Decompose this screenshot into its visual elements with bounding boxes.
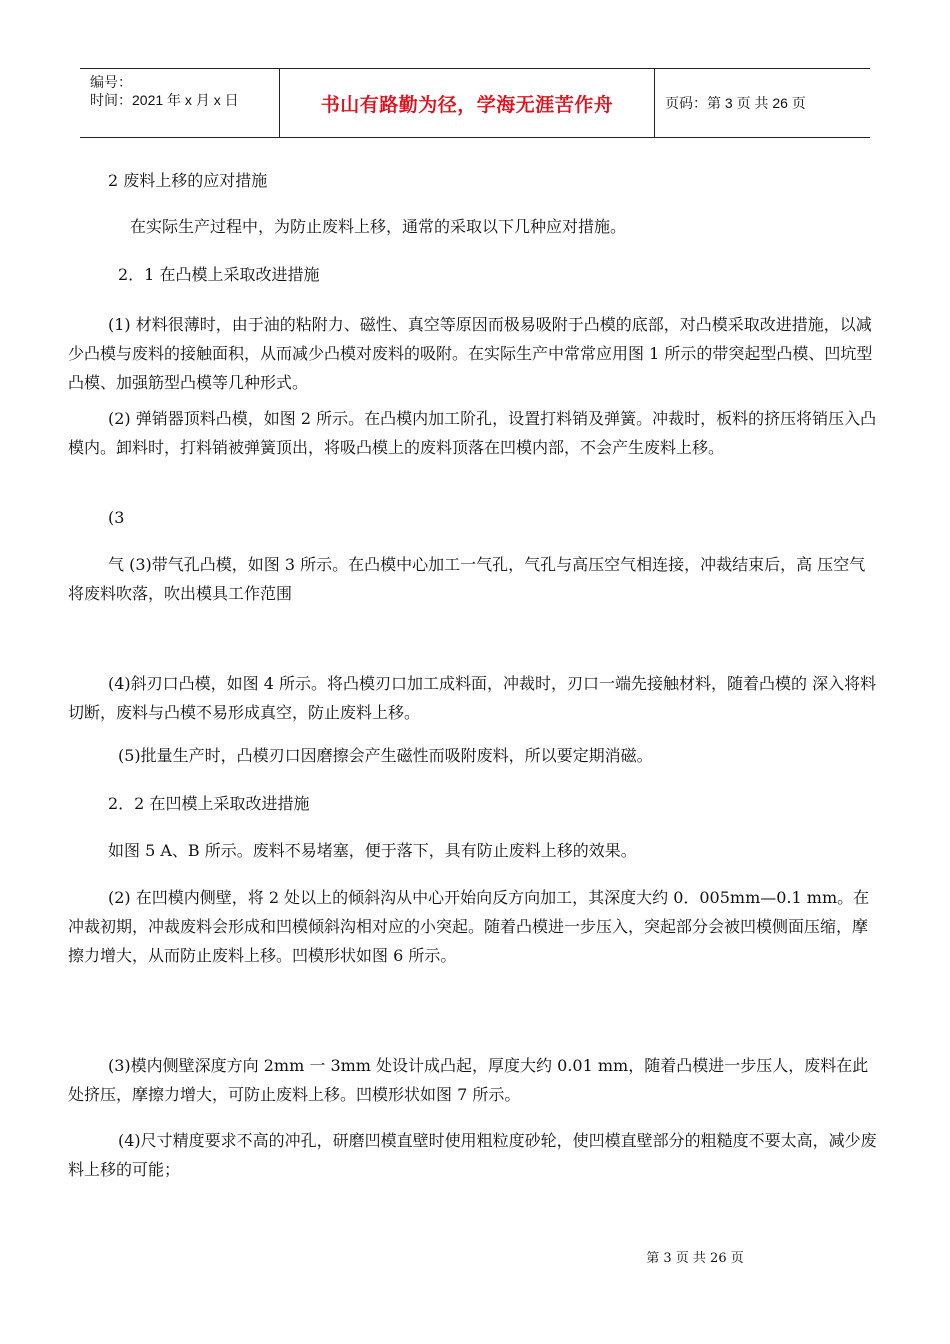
paragraph-item-3: 气 (3)带气孔凸模，如图 3 所示。在凸模中心加工一气孔，气孔与高压空气相连接，冲裁结束后，高 压空气将废料吹落，吹出模具工作范围 <box>68 555 866 603</box>
section-heading-2: 2 废料上移的应对措施 <box>108 171 268 190</box>
paragraph-item-5: (5)批量生产时，凸模刃口因磨擦会产生磁性而吸附废料，所以要定期消磁。 <box>118 746 653 765</box>
page-footer: 第 3 页 共 26 页 <box>646 1251 744 1266</box>
document-number-label: 编号： <box>90 74 132 90</box>
header-motto-cell <box>280 69 655 137</box>
header-motto: 书山有路勤为径，学海无涯苦作舟 <box>320 93 614 116</box>
paragraph-die-item-4: (4)尺寸精度要求不高的冲孔，研磨凹模直壁时使用粗粒度砂轮，使凹模直壁部分的粗糙度不要太高，减少废料上移的可能； <box>68 1131 877 1179</box>
document-date-label: 时间：2021 年 x 月 x 日 <box>90 92 239 108</box>
paragraph-item-2: (2) 弹销器顶料凸模，如图 2 所示。在凸模内加工阶孔，设置打料销及弹簧。冲裁时，板料的挤压将销压入凸模内。卸料时，打料销被弹簧顶出，将吸凸模上的废料顶落在凹模内部，不会产生废料上移。 <box>68 409 877 457</box>
paragraph-die-item-3: (3)模内侧壁深度方向 2mm 一 3mm 处设计成凸起，厚度大约 0.01 mm，随着凸模进一步压人，废料在此处挤压，摩擦力增大，可防止废料上移。凹模形状如图 7 所示。 <box>68 1056 869 1104</box>
paragraph-item-4: (4)斜刃口凸模，如图 4 所示。将凸模刃口加工成料面，冲裁时，刃口一端先接触材料，随着凸模的 深入将料切断，废料与凸模不易形成真空，防止废料上移。 <box>68 674 877 722</box>
header-meta <box>80 69 280 137</box>
paragraph-item-1: (1) 材料很薄时，由于油的粘附力、磁性、真空等原因而极易吸附于凸模的底部，对凸模采取改进措施，以减少凸模与废料的接触面积，从而减少凸模对废料的吸附。在实际生产中常常应用图 1 所示的带突起型凸模、凹坑型凸模、加强筋型凸模等几种形式。 <box>68 315 873 392</box>
header-page-info: 页码：第 3 页 共 26 页 <box>665 95 806 111</box>
subsection-heading-2-2: 2．2 在凹模上采取改进措施 <box>108 794 310 813</box>
paragraph-die-item-2: (2) 在凹模内侧壁，将 2 处以上的倾斜沟从中心开始向反方向加工，其深度大约 0．005mm—0.1 mm。在冲裁初期，冲裁废料会形成和凹模倾斜沟相对应的小突起。随着凸模进一步压入，突起部分会被凹模侧面压缩，摩擦力增大，从而防止废料上移。凹模形状如图 6 所示。 <box>68 888 870 965</box>
subsection-heading-2-1: 2．1 在凸模上采取改进措施 <box>118 265 320 284</box>
paragraph-fragment: (3 <box>108 508 125 527</box>
intro-paragraph: 在实际生产过程中，为防止废料上移，通常的采取以下几种应对措施。 <box>130 217 627 236</box>
paragraph-die-intro: 如图 5 A、B 所示。废料不易堵塞，便于落下，具有防止废料上移的效果。 <box>108 841 637 860</box>
page-header <box>80 68 870 138</box>
